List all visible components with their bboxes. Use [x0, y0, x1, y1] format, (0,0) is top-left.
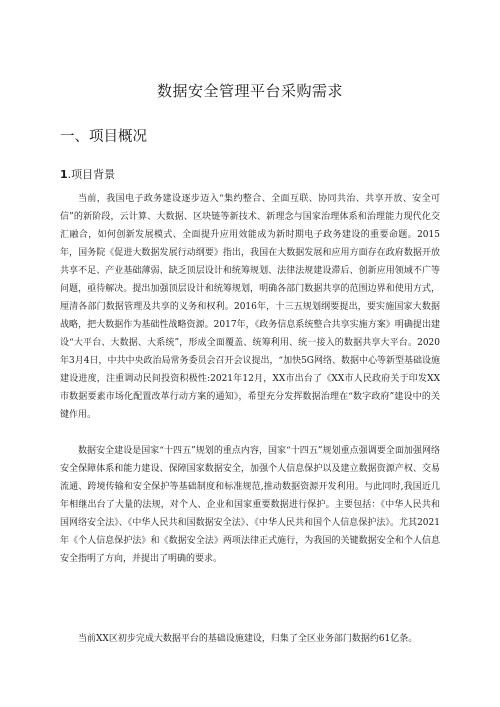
sub-heading-number: 1	[60, 168, 68, 181]
paragraph-text: 数据安全建设是国家“十四五”规划的重点内容，国家“十四五”规划重点强调要全面加强网络安全保障体系和能力建设、保障国家数据安全，加强个人信息保护以及建立数据资源产权、交易流通、跨境传输和安全保护等基础制度和标准规范,推动数据资源开发利用。与此同时,我国近几年相继出台了大量的法规，对个人、企业和国家重要数据进行保护。主要包括：《中华人民共和国网络安全法》、《中华人民共和国数据安全法》、《中华人民共和国个人信息保护法》。尤其2021年《个人信息保护法》和《数据安全法》两项法律正式施行，为我国的关键数据安全和个人信息安全指明了方向，并提出了明确的要求。	[60, 446, 440, 564]
document-title: 数据安全管理平台采购需求	[156, 82, 343, 100]
body-paragraph-2	[60, 442, 440, 568]
body-paragraph-3	[60, 630, 440, 648]
body-paragraph-1	[60, 190, 440, 424]
paragraph-text: 当前XX区初步完成大数据平台的基础设施建设，归集了全区业务部门数据约61亿条。	[78, 634, 418, 644]
paragraph-text: 当前，我国电子政务建设逐步迈入“集约整合、全面互联、协同共治、共享开放、安全可信”的新阶段，云计算、大数据、区块链等新技术、新理念与国家治理体系和治理能力现代化交汇融合，如何创新发展模式、全面提升应用效能成为新时期电子政务建设的重要命题。2015年，国务院《促进大数据发展行动纲要》指出，我国在大数据发展和应用方面存在政府数据开放共享不足、产业基础薄弱、缺乏顶层设计和统筹规划、法律法规建设滞后、创新应用领域不广等问题，亟待解决。提出加强顶层设计和统筹规划，明确各部门数据共享的范围边界和使用方式，厘清各部门数据管理及共享的义务和权利。2016年，十三五规划纲要提出，要实施国家大数据战略，把大数据作为基础性战略资源。2017年，《政务信息系统整合共享实施方案》明确提出建设“大平台、大数据、大系统”，形成全面覆盖、统筹利用、统一接入的数据共享大平台。2020年3月4日，中共中央政治局常务委员会召开会议提出，“加快5G网络、数据中心等新型基础设施建设进度，注重调动民间投资积极性:2021年12月，XX市出台了《XX市人民政府关于印发XX市数据要素市场化配置改革行动方案的通知》，希望充分发挥数据治理在“数字政府”建设中的关键作用。	[60, 194, 440, 420]
section-heading: 一、项目概况	[60, 129, 147, 145]
sub-heading-text: .项目背景	[67, 168, 116, 181]
sub-heading	[60, 166, 115, 182]
